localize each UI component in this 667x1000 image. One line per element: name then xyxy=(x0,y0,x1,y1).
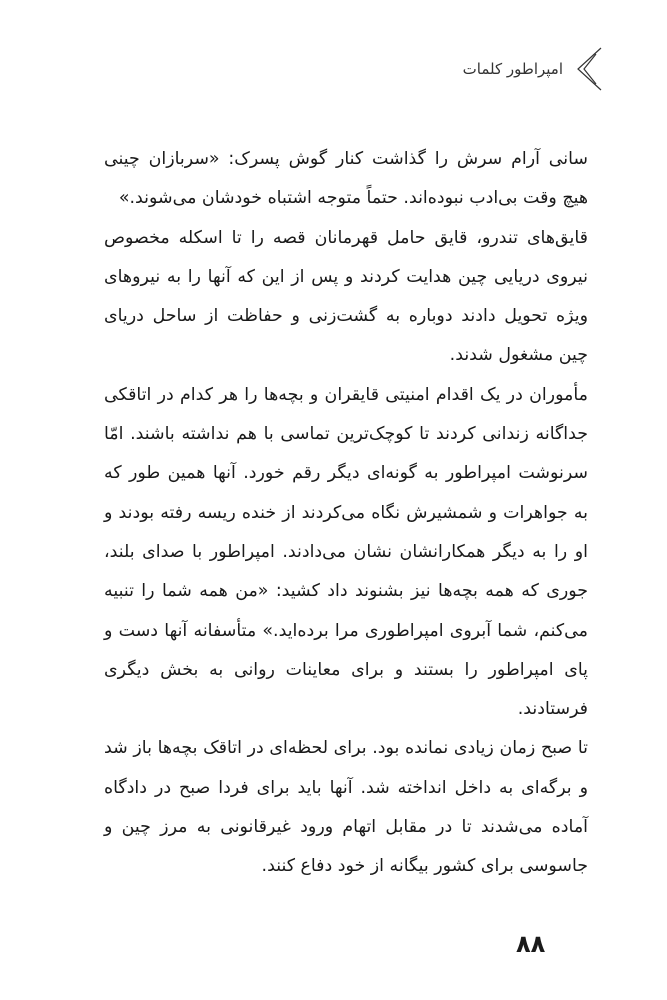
paragraph: سانی آرام سرش را گذاشت کنار گوش پسرک: «سربازان چینی هیچ وقت بی‌ادب نبوده‌اند. حتماً متوجه اشتباه خودشان می‌شوند.» xyxy=(104,149,588,209)
running-header xyxy=(463,46,603,92)
book-title: امپراطور کلمات xyxy=(462,60,563,78)
paragraph: مأموران در یک اقدام امنیتی قایقران و بچه‌ها را هر کدام در اتاقکی جداگانه زندانی کردند تا کوچک‌ترین تماسی با هم نداشته باشند. امّا سرنوشت امپراطور به گونه‌ای دیگر رقم خورد. آنها همین طور که به جواهرات و شمشیرش نگاه می‌کردند از خنده ریسه رفته بودند و او را به دیگر همکارانشان نشان می‌دادند. امپراطور با صدای بلند، جوری که همه بچه‌ها نیز بشنوند داد کشید: «من همه شما را تنبیه می‌کنم، شما آبروی امپراطوری مرا برده‌اید.» متأسفانه آنها دست و پای امپراطور را بستند و برای معاینات روانی به بخش دیگری فرستادند. xyxy=(104,384,588,720)
body-text xyxy=(104,140,588,887)
paragraph: قایق‌های تندرو، قایق حامل قهرمانان قصه را تا اسکله مخصوص نیروی دریایی چین هدایت کردند و پس از این که آنها را به نیروهای ویژه تحویل دادند دوباره به گشت‌زنی و حفاظت از ساحل دریای چین مشغول شدند. xyxy=(104,227,588,366)
chevron-left-icon xyxy=(575,46,603,92)
paragraph: تا صبح زمان زیادی نمانده بود. برای لحظه‌ای در اتاقک بچه‌ها باز شد و برگه‌ای به داخل انداخته شد. آنها باید برای فردا صبح در دادگاه آماده می‌شدند تا در مقابل اتهام ورود غیرقانونی به مرز چین و جاسوسی برای کشور بیگانه از خود دفاع کنند. xyxy=(104,738,588,877)
page-number: ۸۸ xyxy=(516,930,546,958)
